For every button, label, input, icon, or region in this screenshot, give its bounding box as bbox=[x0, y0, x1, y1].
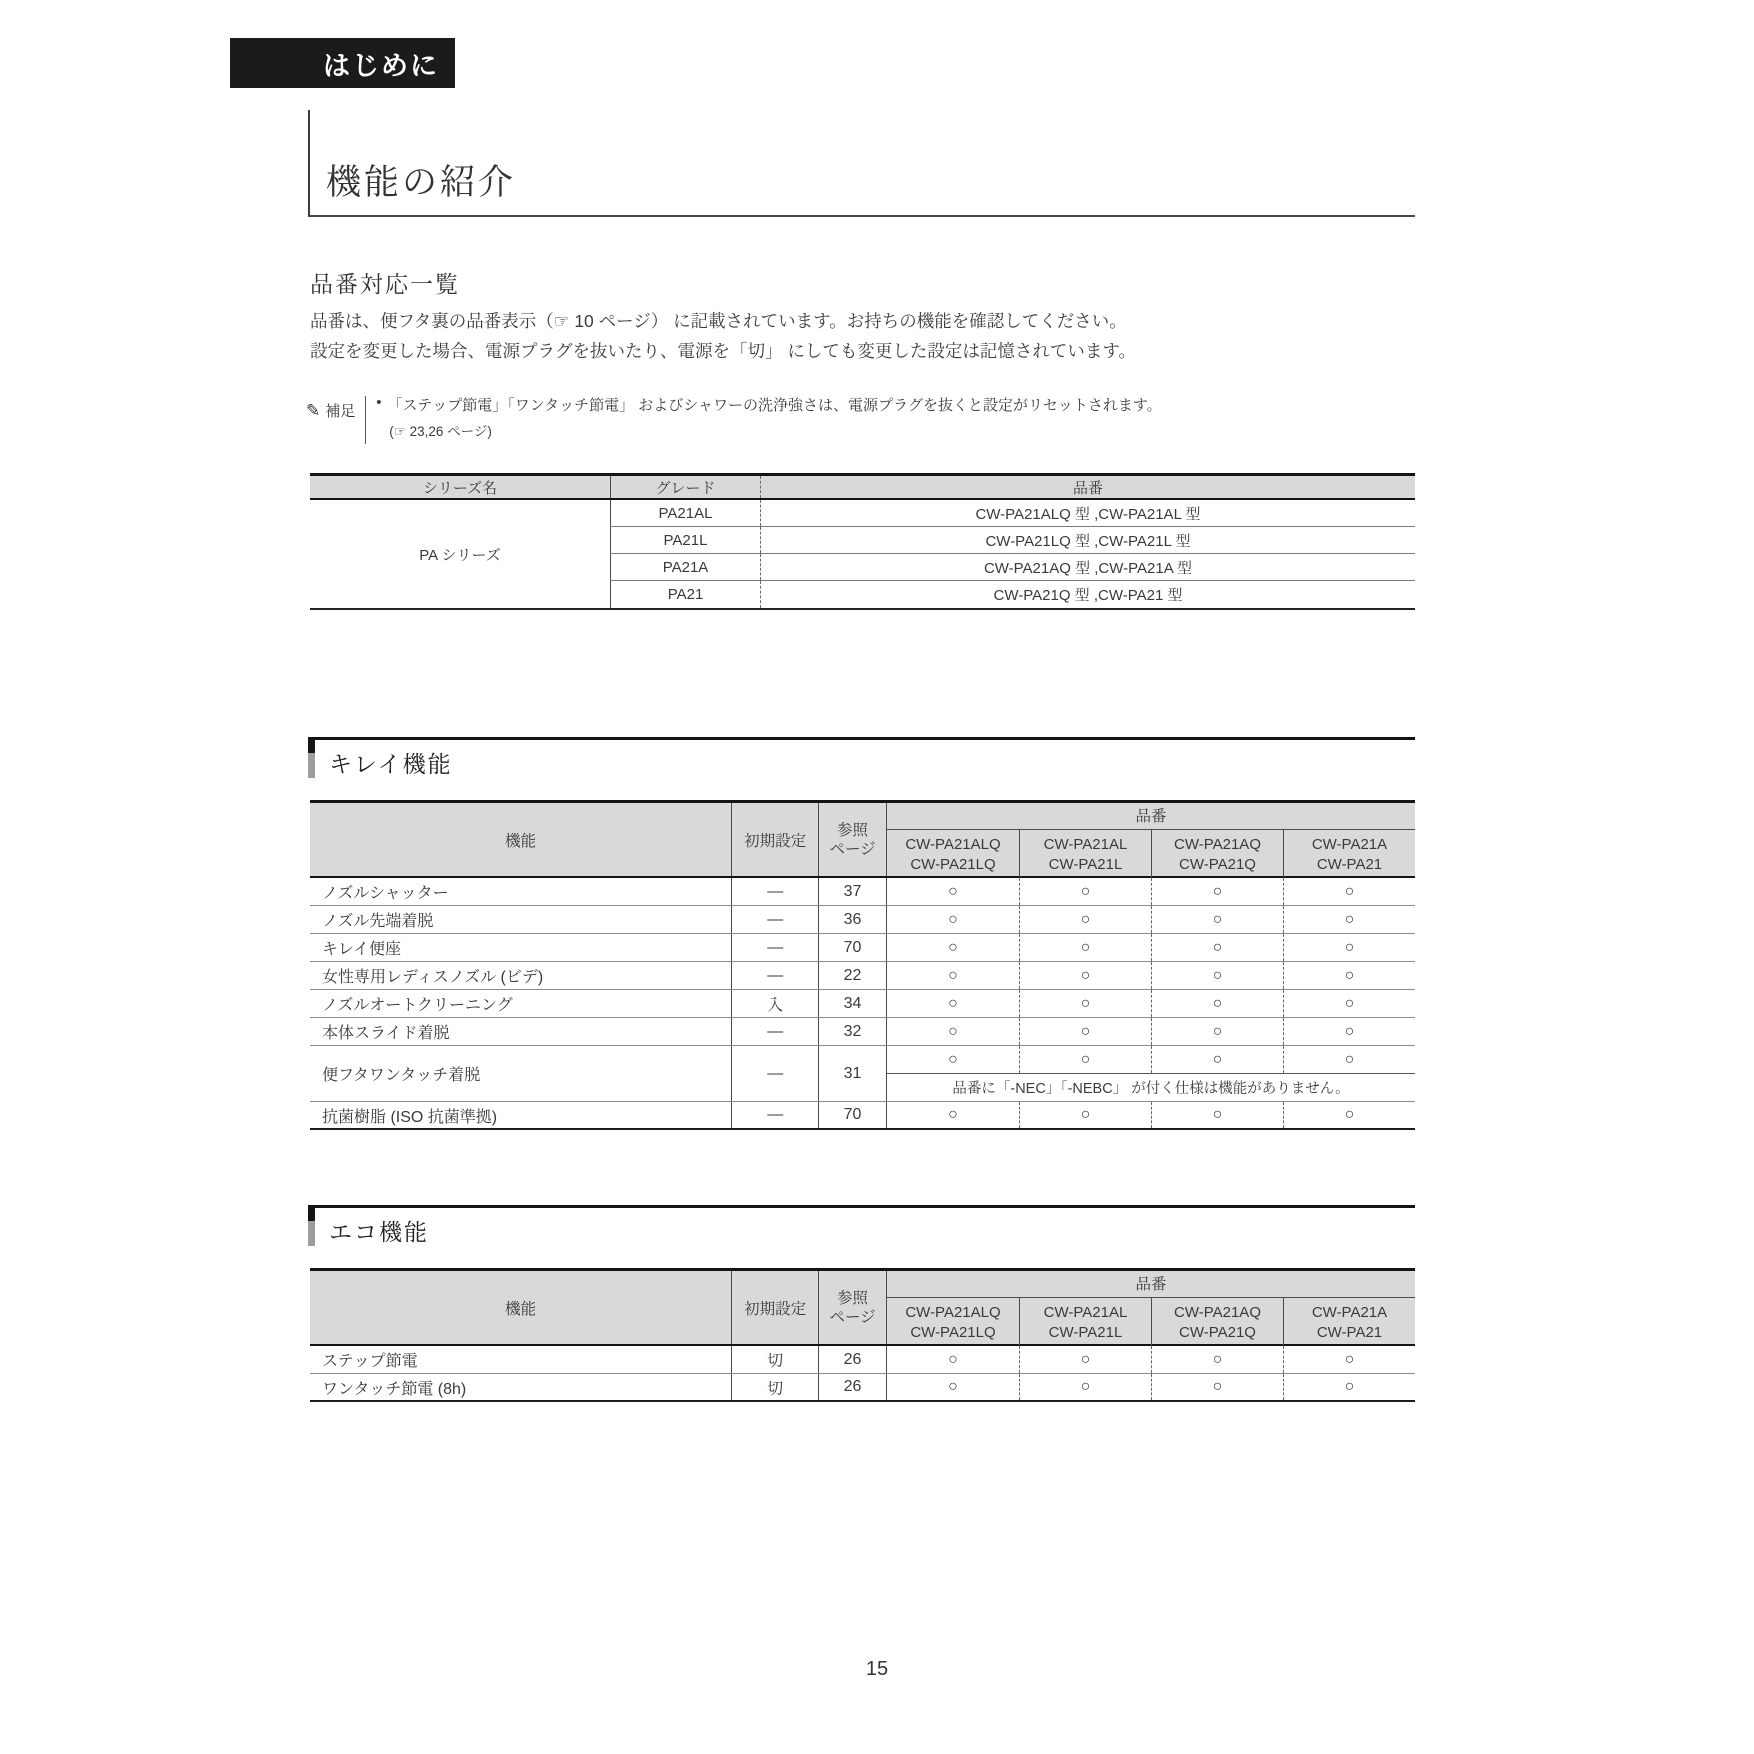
function-cell: 便フタワンタッチ着脱 bbox=[322, 1067, 481, 1084]
mark-cell: ○ bbox=[1283, 1102, 1415, 1128]
mark-cell: ○ bbox=[1283, 934, 1415, 961]
function-cell: ノズル先端着脱 bbox=[322, 913, 434, 930]
bullet-icon: • bbox=[376, 394, 382, 411]
mark-cell: ○ bbox=[1283, 906, 1415, 933]
table-row bbox=[310, 1018, 1415, 1046]
mark-cell: ○ bbox=[1019, 962, 1151, 989]
feature-table-header bbox=[310, 800, 1415, 878]
refpage-cell: 22 bbox=[818, 962, 886, 989]
section-bar-icon bbox=[308, 1208, 315, 1246]
table-row bbox=[610, 554, 1415, 581]
refpage-cell: 32 bbox=[818, 1018, 886, 1045]
col-header-function: 機能 bbox=[505, 832, 537, 850]
function-cell: ステップ節電 bbox=[322, 1353, 418, 1370]
mark-cell: ○ bbox=[948, 1022, 958, 1040]
mark-cell: ○ bbox=[1019, 1046, 1151, 1073]
col-header-model: 品番 bbox=[760, 476, 1415, 498]
model-col-header: CW-PA21A CW-PA21 bbox=[1283, 1298, 1415, 1348]
chapter-badge bbox=[230, 38, 455, 88]
series-name-cell: PA シリーズ bbox=[419, 546, 501, 564]
mark-cell: ○ bbox=[1151, 878, 1283, 905]
mark-cell: ○ bbox=[948, 938, 958, 956]
function-cell: 女性専用レディスノズル (ビデ) bbox=[322, 969, 544, 986]
grade-cell: PA21L bbox=[610, 527, 760, 553]
function-cell: キレイ便座 bbox=[322, 941, 402, 958]
mark-cell: ○ bbox=[1151, 1374, 1283, 1400]
default-cell: ― bbox=[731, 1102, 818, 1128]
mark-cell: ○ bbox=[1283, 962, 1415, 989]
model-col-header: CW-PA21AL CW-PA21L bbox=[1019, 830, 1151, 880]
intro-line-2: 設定を変更した場合、電源プラグを抜いたり、電源を「切」 にしても変更した設定は記憶されています。 bbox=[310, 341, 1136, 361]
mark-cell: ○ bbox=[1019, 990, 1151, 1017]
refpage-cell: 34 bbox=[818, 990, 886, 1017]
table-row bbox=[310, 906, 1415, 934]
mark-cell: ○ bbox=[1151, 906, 1283, 933]
page-title: 機能の紹介 bbox=[326, 163, 517, 202]
model-cell: CW-PA21LQ 型 ,CW-PA21L 型 bbox=[760, 527, 1415, 553]
mark-cell: ○ bbox=[1019, 1102, 1151, 1128]
series-table-body bbox=[310, 500, 1415, 610]
function-cell: ワンタッチ節電 (8h) bbox=[322, 1380, 467, 1398]
mark-cell: ○ bbox=[1151, 934, 1283, 961]
models-group-label: 品番 bbox=[887, 803, 1415, 830]
default-cell: ― bbox=[731, 906, 818, 933]
section-heading-eco-label: エコ機能 bbox=[329, 1219, 429, 1245]
mark-cell: ○ bbox=[1019, 934, 1151, 961]
model-cell: CW-PA21ALQ 型 ,CW-PA21AL 型 bbox=[760, 500, 1415, 526]
table-row bbox=[310, 1346, 1415, 1374]
col-header-function: 機能 bbox=[505, 1300, 537, 1318]
section-bar-icon bbox=[308, 740, 315, 778]
section-heading-kirei bbox=[308, 737, 1415, 779]
note-page-ref: (☞ 23,26 ページ) bbox=[389, 424, 492, 439]
table-row bbox=[310, 1102, 1415, 1130]
col-header-models-group bbox=[886, 803, 1415, 876]
col-header-series: シリーズ名 bbox=[422, 479, 498, 497]
mark-cell: ○ bbox=[1151, 962, 1283, 989]
mark-cell: ○ bbox=[1019, 1374, 1151, 1400]
mark-cell: ○ bbox=[1151, 1046, 1283, 1073]
col-header-default: 初期設定 bbox=[731, 1271, 818, 1344]
note-label bbox=[306, 400, 355, 421]
mark-cell: ○ bbox=[1019, 1018, 1151, 1045]
col-header-models-group bbox=[886, 1271, 1415, 1344]
mark-cell: ○ bbox=[1151, 1346, 1283, 1373]
row-exception-note: 品番に「-NEC」「-NEBC」 が付く仕様は機能がありません。 bbox=[952, 1081, 1350, 1097]
function-cell: ノズルオートクリーニング bbox=[322, 997, 513, 1014]
table-row bbox=[310, 878, 1415, 906]
model-col-header: CW-PA21ALQ CW-PA21LQ bbox=[905, 1304, 1001, 1341]
table-row bbox=[310, 934, 1415, 962]
refpage-cell: 37 bbox=[818, 878, 886, 905]
function-cell: 抗菌樹脂 (ISO 抗菌準拠) bbox=[322, 1108, 498, 1126]
mark-cell: ○ bbox=[948, 1106, 958, 1123]
chapter-badge-label: はじめに bbox=[323, 50, 439, 81]
series-table-header bbox=[310, 473, 1415, 500]
table-row-with-note bbox=[310, 1046, 1415, 1102]
mark-cell: ○ bbox=[948, 1378, 958, 1395]
section-heading-kirei-label: キレイ機能 bbox=[329, 751, 453, 777]
mark-cell: ○ bbox=[948, 910, 958, 928]
grade-cell: PA21 bbox=[610, 581, 760, 608]
mark-cell: ○ bbox=[1151, 990, 1283, 1017]
refpage-cell: 70 bbox=[818, 934, 886, 961]
col-header-default: 初期設定 bbox=[731, 803, 818, 876]
mark-cell: ○ bbox=[1283, 1374, 1415, 1400]
note-text: 「ステップ節電」「ワンタッチ節電」 およびシャワーの洗浄強さは、電源プラグを抜くと設定がリセットされます。 bbox=[387, 397, 1162, 414]
mark-cell: ○ bbox=[948, 1050, 958, 1068]
kirei-feature-table bbox=[310, 800, 1415, 1130]
refpage-cell: 26 bbox=[818, 1374, 886, 1400]
mark-cell: ○ bbox=[1283, 878, 1415, 905]
note-divider bbox=[365, 396, 366, 444]
mark-cell: ○ bbox=[1283, 1346, 1415, 1373]
intro-paragraph bbox=[310, 306, 1415, 366]
mark-cell: ○ bbox=[948, 994, 958, 1012]
table-row bbox=[310, 1374, 1415, 1402]
refpage-cell: 70 bbox=[818, 1102, 886, 1128]
mark-cell: ○ bbox=[948, 966, 958, 984]
table-row bbox=[310, 962, 1415, 990]
function-cell: 本体スライド着脱 bbox=[322, 1025, 450, 1042]
mark-cell: ○ bbox=[1151, 1018, 1283, 1045]
feature-table-header bbox=[310, 1268, 1415, 1346]
section-heading-eco bbox=[308, 1205, 1415, 1247]
mark-cell: ○ bbox=[1283, 1018, 1415, 1045]
col-header-grade: グレード bbox=[610, 476, 760, 498]
refpage-cell: 36 bbox=[818, 906, 886, 933]
intro-line-1: 品番は、便フタ裏の品番表示（☞ 10 ページ） に記載されています。お持ちの機能を確認してください。 bbox=[310, 311, 1127, 331]
table-row bbox=[610, 581, 1415, 608]
model-col-header: CW-PA21A CW-PA21 bbox=[1283, 830, 1415, 880]
grade-cell: PA21AL bbox=[610, 500, 760, 526]
model-col-header: CW-PA21AL CW-PA21L bbox=[1019, 1298, 1151, 1348]
table-row bbox=[610, 527, 1415, 554]
default-cell: ― bbox=[731, 1018, 818, 1045]
mark-cell: ○ bbox=[1151, 1102, 1283, 1128]
default-cell: 入 bbox=[731, 990, 818, 1017]
supplement-note bbox=[306, 394, 1162, 444]
col-header-refpage: 参照 ページ bbox=[818, 803, 886, 876]
default-cell: 切 bbox=[731, 1346, 818, 1373]
eco-feature-table bbox=[310, 1268, 1415, 1402]
page-number: 15 bbox=[865, 1658, 889, 1680]
note-label-text: 補足 bbox=[325, 403, 356, 420]
mark-cell: ○ bbox=[1019, 1346, 1151, 1373]
model-col-header: CW-PA21AQ CW-PA21Q bbox=[1151, 1298, 1283, 1348]
function-cell: ノズルシャッター bbox=[322, 885, 449, 902]
mark-cell: ○ bbox=[1283, 990, 1415, 1017]
table-row bbox=[310, 990, 1415, 1018]
col-header-refpage: 参照 ページ bbox=[818, 1271, 886, 1344]
refpage-cell: 31 bbox=[818, 1046, 886, 1101]
default-cell: ― bbox=[731, 1046, 818, 1101]
model-cell: CW-PA21AQ 型 ,CW-PA21A 型 bbox=[760, 554, 1415, 580]
heading-hinban-taio-ichiran: 品番対応一覧 bbox=[310, 271, 460, 297]
default-cell: ― bbox=[731, 934, 818, 961]
note-body bbox=[376, 394, 1161, 440]
series-table bbox=[310, 473, 1415, 610]
pencil-icon: ✎ bbox=[306, 400, 321, 420]
grade-cell: PA21A bbox=[610, 554, 760, 580]
mark-cell: ○ bbox=[948, 882, 958, 900]
page-title-block bbox=[308, 110, 1415, 217]
default-cell: ― bbox=[731, 878, 818, 905]
table-row bbox=[610, 500, 1415, 527]
model-cell: CW-PA21Q 型 ,CW-PA21 型 bbox=[760, 581, 1415, 608]
models-group-label: 品番 bbox=[887, 1271, 1415, 1298]
model-col-header: CW-PA21ALQ CW-PA21LQ bbox=[905, 836, 1001, 873]
mark-cell: ○ bbox=[1019, 878, 1151, 905]
model-col-header: CW-PA21AQ CW-PA21Q bbox=[1151, 830, 1283, 880]
mark-cell: ○ bbox=[1019, 906, 1151, 933]
default-cell: 切 bbox=[731, 1374, 818, 1400]
mark-cell: ○ bbox=[1283, 1046, 1415, 1073]
refpage-cell: 26 bbox=[818, 1346, 886, 1373]
mark-cell: ○ bbox=[948, 1350, 958, 1368]
default-cell: ― bbox=[731, 962, 818, 989]
